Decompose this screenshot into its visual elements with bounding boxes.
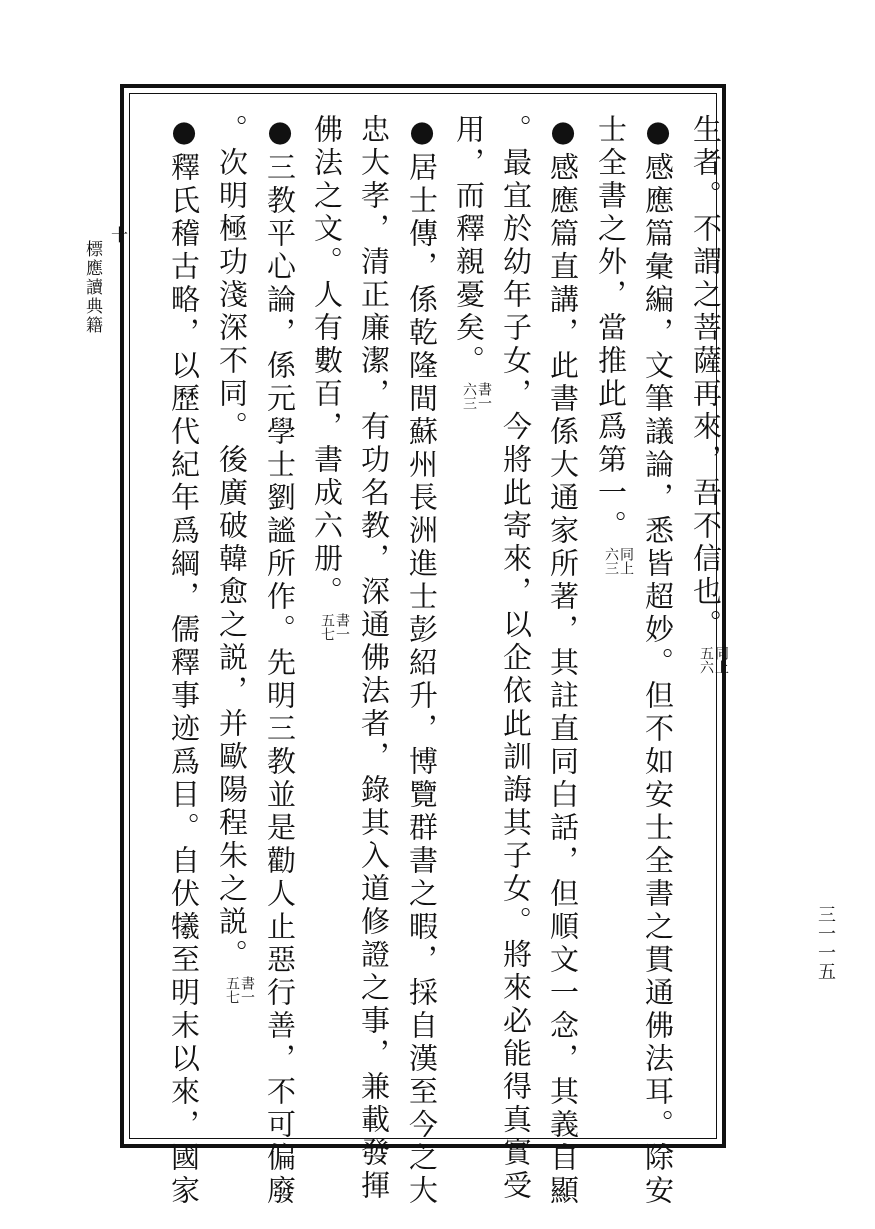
text-column-6 xyxy=(451,114,491,410)
column-text: ●釋氏稽古略，以歷代紀年爲綱，儒釋事迹爲目。自伏犧至明末以來，國家 xyxy=(167,114,201,1208)
text-column-11 xyxy=(214,114,254,1004)
text-column-10 xyxy=(262,114,298,1208)
column-text: ●感應篇直講，此書係大通家所著，其註直同白話，但順文一念，其義自顯 xyxy=(546,114,580,1208)
column-text: 生者。不謂之菩薩再來，吾不信也。 xyxy=(689,114,723,642)
column-text: 。次明極功淺深不同。後廣破韓愈之説，并歐陽程朱之説。 xyxy=(215,114,249,972)
column-text: 。最宜於幼年子女，今將此寄來，以企依此訓誨其子女。將來必能得真實受 xyxy=(499,114,533,1203)
text-column-12 xyxy=(166,114,202,1208)
source-note: 同上 六三 xyxy=(603,547,634,575)
text-column-4 xyxy=(545,114,581,1208)
source-note: 書一 六三 xyxy=(461,382,492,410)
text-column-1 xyxy=(688,114,728,674)
text-column-9 xyxy=(309,114,349,641)
source-note: 書一 五七 xyxy=(224,976,255,1004)
text-column-5 xyxy=(498,114,534,1203)
book-title: 標應讀典籍 xyxy=(82,240,102,335)
column-text: 用，而釋親憂矣。 xyxy=(452,114,486,378)
column-text: 忠大孝，清正廉潔，有功名教，深通佛法者，錄其入道修證之事，兼載發揮 xyxy=(357,114,391,1203)
column-text: ●三教平心論，係元學士劉謐所作。先明三教並是勸人止惡行善，不可偏廢 xyxy=(263,114,297,1208)
source-note: 同上 五六 xyxy=(698,646,729,674)
column-text: ●感應篇彙編，文筆議論，悉皆超妙。但不如安士全書之貫通佛法耳。除安 xyxy=(641,114,675,1208)
text-column-7 xyxy=(404,114,440,1208)
text-column-2 xyxy=(640,114,676,1208)
column-text: ●居士傳，係乾隆間蘇州長洲進士彭紹升，博覽群書之暇，採自漢至今之大 xyxy=(405,114,439,1208)
column-text: 士全書之外，當推此爲第一。 xyxy=(594,114,628,543)
column-text: 佛法之文。人有數百，書成六册。 xyxy=(310,114,344,609)
source-note: 書一 五七 xyxy=(319,613,350,641)
chapter-label: 十 xyxy=(107,226,127,245)
page-number: 三一一五 xyxy=(815,905,836,981)
text-column-3 xyxy=(593,114,633,575)
margin-header xyxy=(80,226,130,335)
text-column-8 xyxy=(356,114,392,1203)
